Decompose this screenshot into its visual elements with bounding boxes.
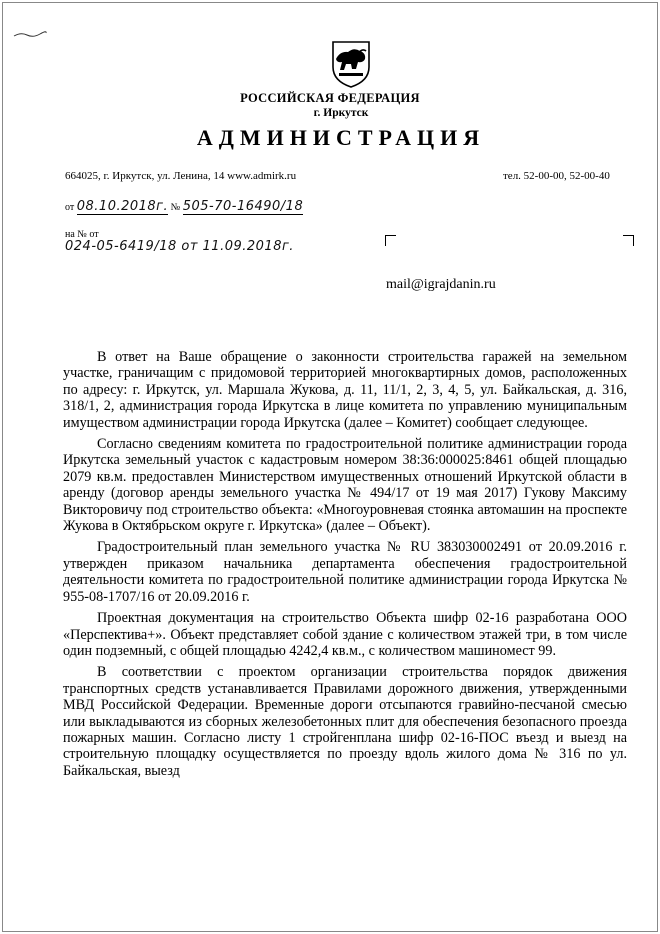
paragraph-4: Проектная документация на строительство Объекта шифр 02-16 разработана ООО «Перспектива+». Объект представляет собой здание с количеством этажей три, в том числе один подземный, с общей площадью 4242,4 кв.м., с количеством машиномест 99. — [63, 610, 627, 659]
reply-label: на № от — [65, 229, 99, 240]
organization-title: АДМИНИСТРАЦИЯ — [196, 125, 486, 150]
reply-reference: 024-05-6419/18 от 11.09.2018г. — [65, 239, 294, 254]
outgoing-date: 08.10.2018г. — [76, 199, 169, 214]
date-label: от — [65, 202, 75, 213]
country-name: РОССИЙСКАЯ ФЕДЕРАЦИЯ — [240, 91, 420, 105]
outgoing-number: 505-70-16490/18 — [182, 199, 304, 214]
paragraph-2: Согласно сведениям комитета по градостроительной политике администрации города Иркутска земельный участок с кадастровым номером 38:36:000025:8461 общей площадью 2079 кв.м. предоставлен Министерством имущественных отношений Иркутской области в аренду (договор аренды земельного участка № 494/17 от 19 мая 2017) Гукову Максиму Викторовичу под строительство объекта: «Многоуровневая стоянка автомашин на проспекте Жукова в Октябрьском округе г. Иркутска» (далее – Объект). — [63, 436, 627, 535]
reply-reference-row — [65, 239, 294, 254]
paragraph-5: В соответствии с проектом организации строительства порядок движения транспортных средств устанавливается Правилами дорожного движения, утвержденными МВД Российской Федерации. Временные дороги отсыпаются гравийно-песчаной смесью или выкладываются из сборных железобетонных плит для обеспечения безопасного проезда пожарных машин. Согласно листу 1 стройгенплана шифр 02-16-ПОС въезд и выезд на строительную площадку осуществляется по проезду вдоль жилого дома № 316 по ул. Байкальская, выезд — [63, 664, 627, 779]
recipient-email: mail@igrajdanin.ru — [386, 277, 496, 292]
outgoing-registration — [65, 199, 303, 215]
number-label: № — [170, 202, 181, 213]
paragraph-1: В ответ на Ваше обращение о законности строительства гаражей на земельном участке, граничащим с придомовой территорией многоквартирных домов, расположенных по адресу: г. Иркутск, ул. Маршала Жукова, д. 11, 11/1, 2, 3, 4, 5, ул. Байкальская, д. 316, 318/1, 2, администрация города Иркутска в лице комитета по управлению муниципальным имуществом администрации города Иркутска (далее – Комитет) сообщает следующее. — [63, 349, 627, 431]
organization-address: 664025, г. Иркутск, ул. Ленина, 14 www.admirk.ru — [65, 170, 297, 182]
letter-body — [63, 349, 627, 784]
paragraph-3: Градостроительный план земельного участка № RU 383030002491 от 20.09.2016 г. утвержден приказом начальника департамента обеспечения градостроительной деятельности комитета по градостроительной политике администрации города Иркутска № 955-08-1707/16 от 20.09.2016 г. — [63, 539, 627, 605]
handwritten-mark — [13, 31, 47, 39]
address-corner-left — [385, 235, 396, 246]
address-corner-right — [623, 235, 634, 246]
coat-of-arms-emblem — [330, 39, 372, 89]
organization-phone: тел. 52-00-00, 52-00-40 — [503, 170, 610, 182]
city-name: г. Иркутск — [313, 107, 369, 119]
document-page — [2, 2, 658, 932]
